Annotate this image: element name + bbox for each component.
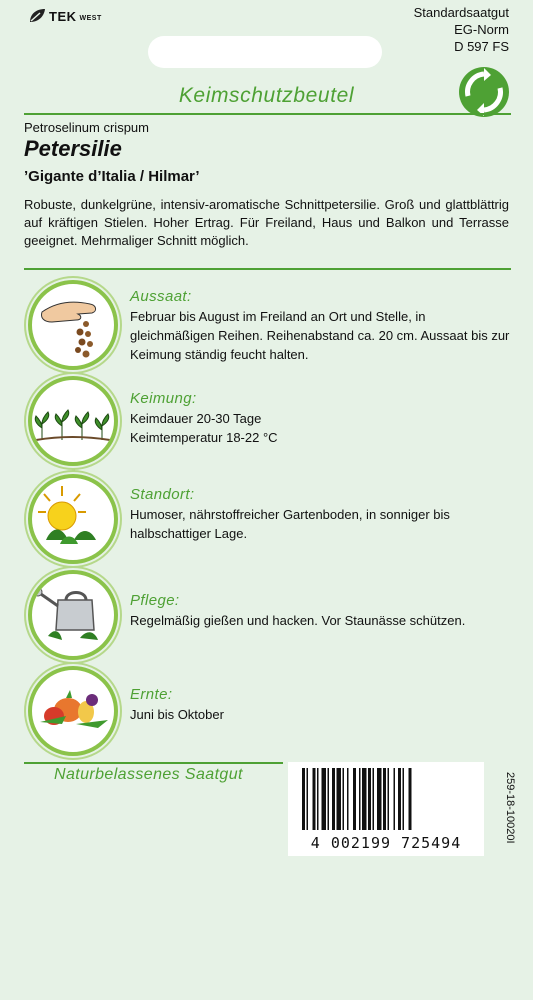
- norm-line: D 597 FS: [454, 39, 509, 54]
- divider-top: [24, 113, 511, 115]
- barcode-bar: [373, 768, 375, 830]
- brand-logo: [28, 8, 102, 24]
- section-heading: Pflege:: [130, 592, 180, 609]
- common-name: Petersilie: [24, 136, 122, 161]
- section-pflege: [130, 592, 511, 630]
- banner-title: Keimschutzbeutel: [178, 84, 355, 107]
- barcode-bar: [403, 768, 405, 830]
- variety-name: ’Gigante d’Italia / Hilmar’: [24, 168, 200, 185]
- divider-bottom: [24, 762, 283, 764]
- watering-can-icon: [28, 570, 118, 660]
- section-standort: [130, 486, 511, 543]
- barcode-bar: [307, 768, 309, 830]
- barcode-bar: [353, 768, 356, 830]
- barcode-bar: [398, 768, 401, 830]
- section-heading: Ernte:: [130, 686, 173, 703]
- barcode-bar: [377, 768, 382, 830]
- footer-tagline: Naturbelassenes Saatgut: [54, 766, 243, 783]
- barcode-bar: [343, 768, 345, 830]
- side-code-text: 259-18-10020I: [504, 772, 516, 844]
- barcode-bar: [337, 768, 342, 830]
- barcode-bar: [383, 768, 386, 830]
- botanical-name: Petroselinum crispum: [24, 120, 149, 135]
- harvest-vegetables-icon: [28, 666, 118, 756]
- norm-line: EG-Norm: [454, 22, 509, 37]
- barcode-bar: [359, 768, 361, 830]
- brand-suffix: WEST: [79, 14, 102, 22]
- seedlings-icon: [28, 376, 118, 466]
- barcode-bar: [328, 768, 330, 830]
- section-text: Juni bis Oktober: [130, 707, 224, 722]
- barcode-bar: [332, 768, 335, 830]
- section-aussaat: [130, 288, 511, 364]
- side-code: [500, 772, 520, 872]
- barcode-bar: [409, 768, 412, 830]
- barcode: [288, 762, 484, 856]
- section-text-line: Keimtemperatur 18-22 °C: [130, 430, 278, 445]
- product-description: Robuste, dunkelgrüne, intensiv-aromatische Schnittpetersilie. Groß und glattblättrig auf kräftigen Stielen. Hoher Ertrag. Für Freiland, Haus und Balkon und Terrasse geeignet. Mehrmaliger Schnitt möglich.: [24, 197, 509, 248]
- norm-line: Standardsaatgut: [413, 5, 509, 20]
- barcode-bars: [288, 762, 484, 834]
- barcode-bar: [347, 768, 349, 830]
- barcode-bar: [313, 768, 316, 830]
- green-dot-recycle-icon: [458, 66, 510, 118]
- barcode-bar: [362, 768, 367, 830]
- section-heading: Standort:: [130, 486, 195, 503]
- brand-name: TEK: [49, 8, 77, 24]
- divider-middle: [24, 268, 511, 270]
- barcode-bar: [388, 768, 390, 830]
- section-text: Humoser, nährstoffreicher Gartenboden, in sonniger bis halbschattiger Lage.: [130, 507, 450, 541]
- sun-plants-icon: [28, 474, 118, 564]
- sowing-hand-icon: [28, 280, 118, 370]
- section-text: Februar bis August im Freiland an Ort und Stelle, in gleichmäßigen Reihen. Reihenabstand ca. 20 cm. Aussaat bis zur Keimung ständig feucht halten.: [130, 309, 510, 362]
- section-keimung: [130, 390, 511, 447]
- leaf-logo-icon: [28, 8, 46, 24]
- barcode-bar: [368, 768, 371, 830]
- section-text: Regelmäßig gießen und hacken. Vor Staunässe schützen.: [130, 613, 466, 628]
- barcode-bar: [317, 768, 319, 830]
- barcode-bar: [394, 768, 396, 830]
- section-heading: Keimung:: [130, 390, 197, 407]
- barcode-bar: [302, 768, 305, 830]
- seed-norm-info: [414, 4, 509, 55]
- barcode-number: 4 002199 725494: [310, 834, 462, 852]
- barcode-bar: [322, 768, 327, 830]
- label-field: [148, 36, 382, 68]
- section-ernte: [130, 686, 511, 724]
- section-text-line: Keimdauer 20-30 Tage: [130, 411, 262, 426]
- section-heading: Aussaat:: [130, 288, 192, 305]
